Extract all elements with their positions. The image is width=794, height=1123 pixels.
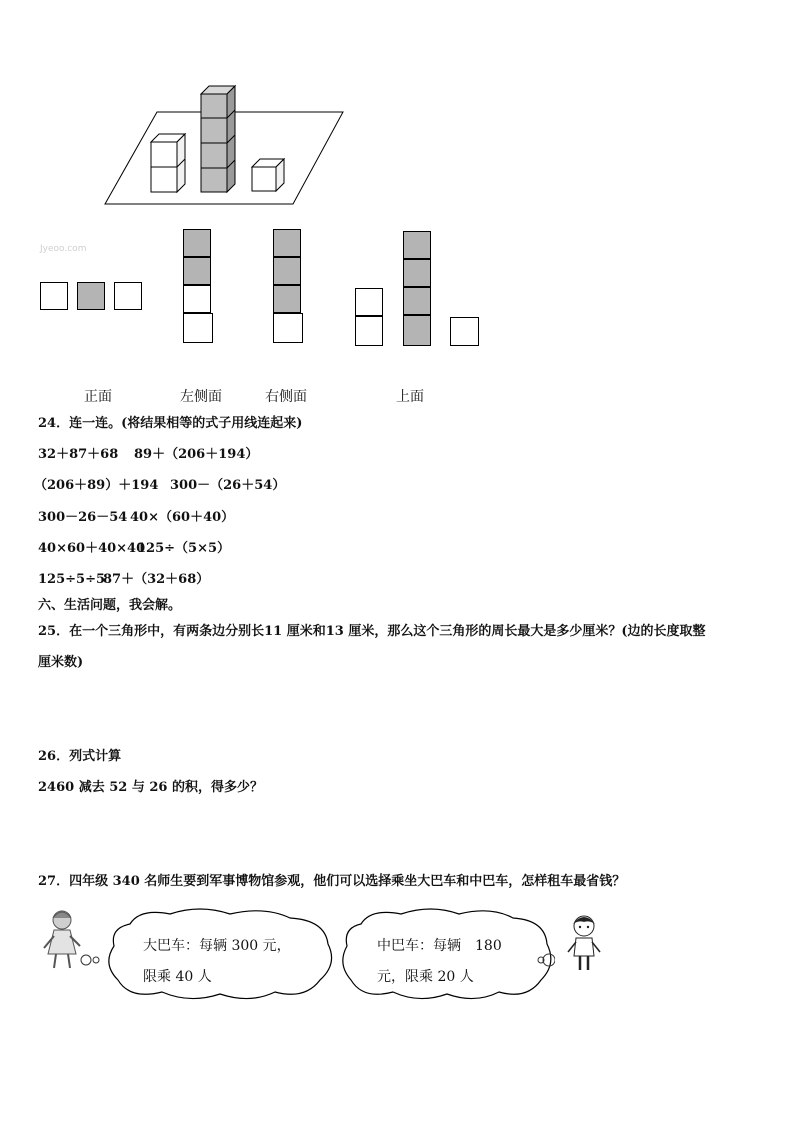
- q27-title: 27．四年级 340 名师生要到军事博物馆参观，他们可以选择乘坐大巴车和中巴车，怎样租车最省钱？: [38, 874, 626, 889]
- watermark: Jyeoo.com: [40, 244, 87, 254]
- mid-bus-info-line-2: 元，限乘 20 人: [377, 969, 474, 985]
- square-shaded: [77, 282, 105, 310]
- square-shaded: [403, 231, 431, 259]
- square: [40, 282, 68, 310]
- big-bus-info-line-1: 大巴车：每辆 300 元，: [143, 938, 291, 954]
- q24-right-5: 87＋（32＋68）: [103, 572, 210, 587]
- q26-title: 26．列式计算: [38, 749, 122, 764]
- square: [183, 285, 211, 313]
- q24-right-3: 40×（60＋40）: [130, 510, 235, 525]
- square-shaded: [403, 315, 431, 346]
- q24-right-4: 125÷（5×5）: [137, 541, 231, 556]
- section-6-heading: 六、生活问题，我会解。: [38, 598, 182, 613]
- q24-left-4: 40×60＋40×40: [38, 541, 146, 556]
- square: [114, 282, 142, 310]
- q24-left-2: （206＋89）＋194: [34, 478, 159, 493]
- mid-bus-info-line-1: 中巴车：每辆 180: [377, 938, 502, 954]
- label-left-side: 左侧面: [180, 389, 222, 405]
- label-front: 正面: [84, 389, 112, 405]
- big-bus-info-line-2: 限乘 40 人: [143, 969, 212, 985]
- q25-line-1: 25．在一个三角形中，有两条边分别长11 厘米和13 厘米，那么这个三角形的周长最大是多少厘米？(边的长度取整: [38, 624, 706, 639]
- square-shaded: [183, 229, 211, 257]
- square: [355, 288, 383, 316]
- cube-arrangement-figure: [100, 80, 350, 210]
- square: [273, 313, 303, 343]
- q24-right-2: 300－（26＋54）: [170, 478, 286, 493]
- q25-line-2: 厘米数): [38, 655, 84, 670]
- label-top: 上面: [396, 389, 424, 405]
- square: [450, 317, 479, 346]
- square-shaded: [273, 229, 301, 257]
- square-shaded: [183, 257, 211, 285]
- girl-figure: [40, 908, 102, 974]
- label-right-side: 右侧面: [265, 389, 307, 405]
- square: [355, 316, 383, 346]
- q24-right-1: 89＋（206＋194）: [134, 447, 259, 462]
- q24-left-5: 125÷5÷5: [38, 572, 106, 587]
- q24-title: 24．连一连。(将结果相等的式子用线连起来): [38, 416, 303, 431]
- square-shaded: [403, 287, 431, 315]
- q24-left-1: 32＋87＋68: [38, 447, 119, 462]
- boy-figure: [560, 912, 610, 974]
- square-shaded: [403, 259, 431, 287]
- q24-left-3: 300－26－54: [38, 510, 128, 525]
- q26-body: 2460 减去 52 与 26 的积，得多少？: [38, 780, 263, 795]
- square-shaded: [273, 285, 301, 313]
- square: [183, 313, 213, 343]
- square-shaded: [273, 257, 301, 285]
